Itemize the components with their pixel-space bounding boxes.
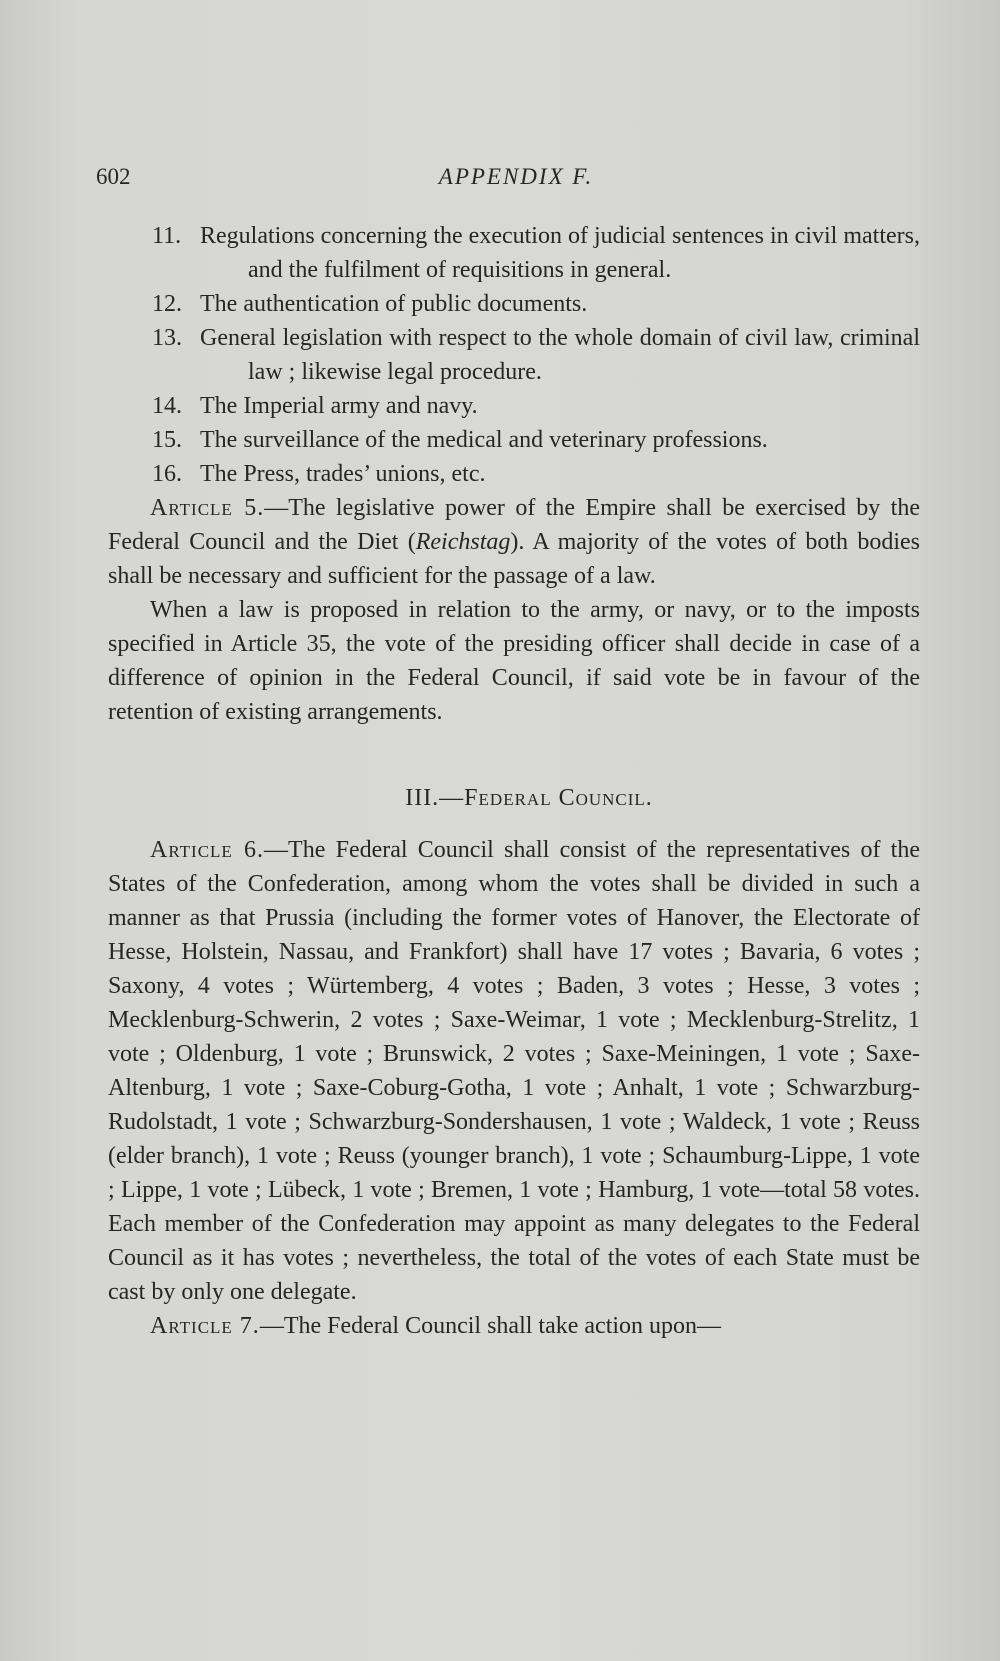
list-item [108, 287, 920, 321]
list-text: The Imperial army and navy. [200, 393, 478, 419]
section-heading: III.—Federal Council. [405, 785, 653, 811]
list-number: 14. [152, 393, 182, 419]
list-number: 15. [152, 427, 182, 453]
article-7-text: —The Federal Council shall take action upon— [259, 1313, 722, 1339]
article-5-italic-term: Reichstag [415, 529, 511, 555]
army-law-paragraph: When a law is proposed in relation to the army, or navy, or to the imposts specified in Article 35, the vote of the presiding officer shall decide in case of a difference of opinion in the Federal Council, if said vote be in favour of the retention of existing arrangements. [108, 597, 920, 725]
body-text [108, 219, 920, 1343]
list-number: 12. [152, 291, 182, 317]
list-item [108, 423, 920, 457]
article-5-text-after: ). A majority of the votes of both bodies shall be necessary and sufficient for the passage of a law. [108, 529, 920, 589]
list-item [108, 457, 920, 491]
list-text: Regulations concerning the execution of judicial sentences in civil matters, and the fulfilment of requisitions in general. [200, 223, 920, 283]
list-item [108, 321, 920, 389]
list-text: The surveillance of the medical and veterinary professions. [200, 427, 768, 453]
list-number: 16. [152, 461, 182, 487]
page-number: 602 [96, 164, 131, 189]
article-6-paragraph [108, 833, 920, 1309]
article-5-label: Article 5. [150, 495, 265, 521]
running-head: APPENDIX F. [438, 164, 594, 189]
list-item [108, 219, 920, 287]
article-6-text: —The Federal Council shall consist of the representatives of the States of the Confederation, among whom the votes shall be divided in such a manner as that Prussia (including the former votes of Hanover, the Electorate of Hesse, Holstein, Nassau, and Frankfort) shall have 17 votes ; Bavaria, 6 votes ; Saxony, 4 votes ; Würtemberg, 4 votes ; Baden, 3 votes ; Hesse, 3 votes ; Mecklenburg-Schwerin, 2 votes ; Saxe-Weimar, 1 vote ; Mecklenburg-Strelitz, 1 vote ; Oldenburg, 1 vote ; Brunswick, 2 votes ; Saxe-Meiningen, 1 vote ; Saxe-Altenburg, 1 vote ; Saxe-Coburg-Gotha, 1 vote ; Anhalt, 1 vote ; Schwarzburg-Rudolstadt, 1 vote ; Schwarzburg-Sondershausen, 1 vote ; Waldeck, 1 vote ; Reuss (elder branch), 1 vote ; Reuss (younger branch), 1 vote ; Schaumburg-Lippe, 1 vote ; Lippe, 1 vote ; Lübeck, 1 vote ; Bremen, 1 vote ; Hamburg, 1 vote—total 58 votes. Each member of the Confederation may appoint as many delegates to the Federal Council as it has votes ; nevertheless, the total of the votes of each State must be cast by only one delegate. [108, 837, 920, 1305]
list-text: The authentication of public documents. [200, 291, 588, 317]
article-5-paragraph [108, 491, 920, 593]
article-6-label: Article 6. [150, 837, 265, 863]
article-5-text-before: —The legislative power of the Empire shall be exercised by the Federal Council and the Diet ( [108, 495, 920, 555]
list-number: 13. [152, 325, 182, 351]
list-text: The Press, trades’ unions, etc. [200, 461, 486, 487]
list-number: 11. [152, 223, 182, 249]
article-7-paragraph [108, 1309, 920, 1343]
article-7-label: Article 7. [150, 1313, 260, 1339]
list-text: General legislation with respect to the whole domain of civil law, criminal law ; likewise legal procedure. [200, 325, 920, 385]
list-item [108, 389, 920, 423]
page-header [96, 164, 906, 204]
